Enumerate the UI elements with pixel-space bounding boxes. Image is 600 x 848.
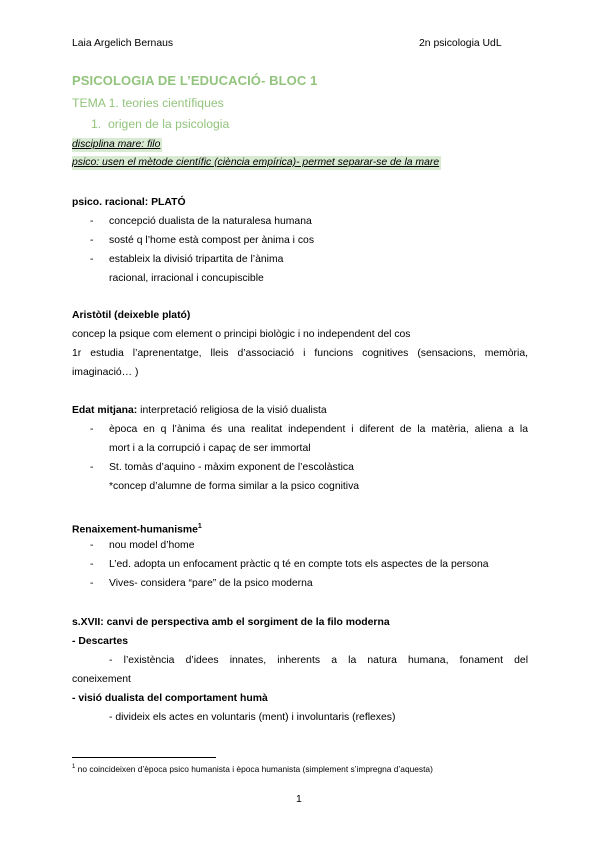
highlight-psico: psico: usen el mètode científic (ciència empírica)- permet separar-se de la mare	[72, 157, 440, 168]
renaixement-heading: Renaixement-humanisme	[72, 524, 198, 536]
aristotil-section	[72, 306, 528, 382]
plato-continuation: racional, irracional i concupiscible	[109, 273, 264, 284]
tema-heading: TEMA 1. teories científiques	[72, 96, 224, 110]
descartes-line: - l’existència d’idees innates, inherents a la natura humana, fonament del	[109, 655, 528, 666]
descartes-line: coneixement	[72, 674, 131, 685]
highlight-disciplina: disciplina mare: filo	[72, 139, 161, 150]
footnote-divider	[72, 757, 216, 758]
aristotil-line: concep la psique com element o principi biològic i no independent del cos	[72, 329, 411, 340]
footnote-reference: 1	[197, 523, 202, 530]
descartes-label: - Descartes	[72, 636, 129, 647]
edat-note: *concep d’alumne de forma similar a la psico cognitiva	[109, 481, 360, 492]
header-course: 2n psicologia UdL	[419, 38, 502, 49]
aristotil-heading: Aristòtil (deixeble plató)	[72, 310, 191, 321]
plato-heading: psico. racional: PLATÓ	[72, 197, 186, 208]
renaixement-heading-line	[72, 517, 528, 536]
list-item: - sosté q l’home està compost per ànima i cos	[90, 235, 315, 246]
edat-heading: Edat mitjana:	[72, 405, 138, 416]
list-item: - època en q l’ànima és una realitat independent i diferent de la matèria, aliena a la	[90, 424, 528, 435]
visio-label: - visió dualista del comportament humà	[72, 693, 268, 704]
list-item: - nou model d’home	[90, 540, 195, 551]
edat-bullet-wrap: mort i a la corrupció i capaç de ser immortal	[109, 443, 311, 454]
list-item: - estableix la divisió tripartita de l’ànima	[90, 254, 284, 265]
section-label: origen de la psicologia	[108, 117, 230, 131]
header-author: Laia Argelich Bernaus	[72, 38, 174, 49]
list-item: - L’ed. adopta un enfocament pràctic q té en compte tots els aspectes de la persona	[90, 559, 489, 570]
renaixement-section	[72, 517, 528, 593]
sxvii-section	[72, 613, 528, 727]
edat-heading-line	[72, 401, 528, 420]
visio-line: - divideix els actes en voluntaris (ment) i involuntaris (reflexes)	[109, 712, 396, 723]
aristotil-line: imaginació… )	[72, 367, 139, 378]
edat-heading-rest: interpretació religiosa de la visió dualista	[137, 405, 327, 416]
edat-section	[72, 401, 528, 496]
footnote-text: no coincideixen d’època psico humanista i època humanista (simplement s’impregna d’aquesta)	[75, 764, 433, 774]
footnote-mark: 1	[72, 764, 76, 771]
list-item: - Vives- considera “pare” de la psico moderna	[90, 578, 313, 589]
list-item: - concepció dualista de la naturalesa humana	[90, 216, 312, 227]
aristotil-line: 1r estudia l’aprenentatge, lleis d’associació i funcions cognitives (sensacions, memòria,	[72, 348, 528, 359]
sxvii-heading: s.XVII: canvi de perspectiva amb el sorgiment de la filo moderna	[72, 617, 390, 628]
document-title: PSICOLOGIA DE L’EDUCACIÓ- BLOC 1	[72, 73, 318, 88]
section-number: 1.	[91, 117, 102, 131]
footnote	[72, 764, 433, 774]
plato-section	[72, 193, 528, 288]
list-item: - St. tomàs d’aquino - màxim exponent de l’escolàstica	[90, 462, 354, 473]
section-heading	[91, 117, 229, 131]
page-number: 1	[296, 794, 302, 805]
